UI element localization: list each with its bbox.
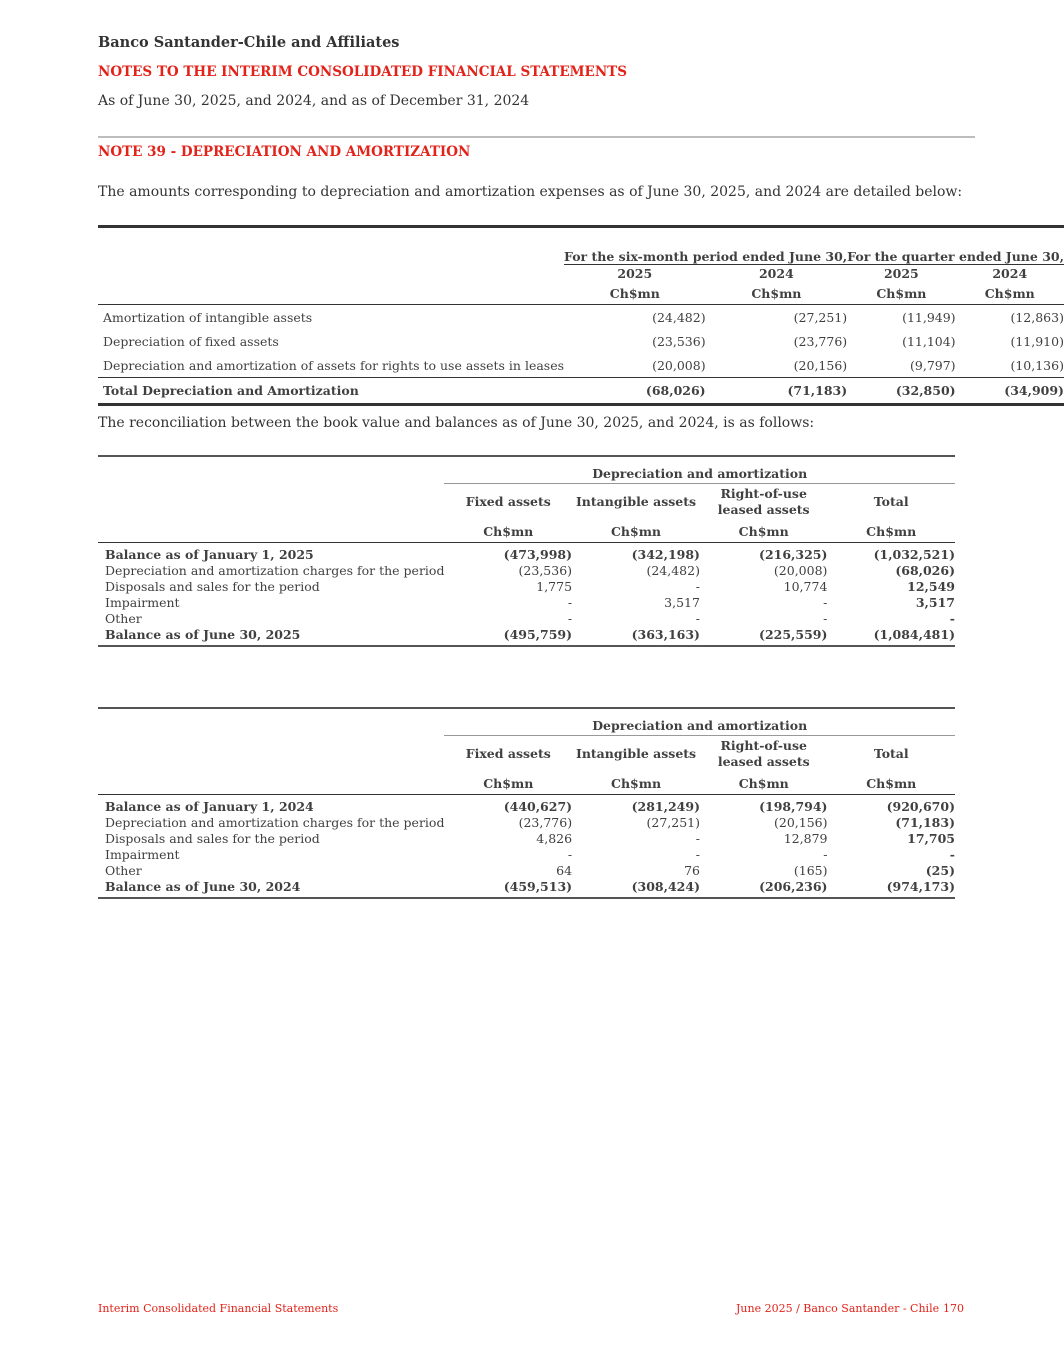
reconciliation-intro: The reconciliation between the book value and balances as of June 30, 2025, and 2024, is as follows: — [98, 415, 815, 431]
cell-value: (216,325) — [759, 547, 828, 562]
cell-value: (20,008) — [773, 563, 828, 578]
cell-value: (20,008) — [652, 357, 706, 373]
footer-left: Interim Consolidated Financial Statements — [98, 1302, 339, 1315]
total-label: Total Depreciation and Amortization — [98, 378, 564, 405]
cell-value: 76 — [684, 863, 700, 878]
date-line: As of June 30, 2025, and 2024, and as of December 31, 2024 — [98, 93, 530, 109]
column-header: Fixed assets — [465, 494, 551, 509]
unit-header: Ch$mn — [572, 520, 700, 543]
cell-value: 10,774 — [783, 579, 828, 594]
cell-value: (495,759) — [444, 627, 572, 646]
cell-value: (23,536) — [518, 563, 573, 578]
cell-value: - — [695, 831, 700, 846]
unit-header: Ch$mn — [956, 282, 1064, 305]
note-intro: The amounts corresponding to depreciation and amortization expenses as of June 30, 2025, and 2024 are detailed below: — [98, 184, 963, 200]
row-label: Impairment — [105, 595, 180, 610]
total-value: (34,909) — [956, 378, 1064, 405]
cell-value: (440,627) — [503, 799, 573, 814]
row-label: Balance as of June 30, 2024 — [98, 879, 444, 898]
cell-value: - — [567, 847, 573, 862]
cell-value: (20,156) — [793, 357, 848, 373]
row-label: Balance as of January 1, 2025 — [105, 547, 314, 562]
row-label: Depreciation of fixed assets — [103, 333, 279, 349]
cell-value: (9,797) — [910, 357, 956, 373]
group-header: Depreciation and amortization — [444, 456, 955, 484]
reconciliation-table-2024 — [98, 707, 955, 899]
cell-value: - — [823, 611, 828, 626]
row-label: Depreciation and amortization charges for the period — [105, 815, 445, 830]
cell-value: - — [823, 595, 828, 610]
total-row — [98, 378, 1064, 405]
cell-value: (27,251) — [646, 815, 700, 830]
row-label: Balance as of June 30, 2025 — [98, 627, 444, 646]
table-row — [98, 815, 955, 831]
cell-value: - — [823, 847, 828, 862]
cell-value: (20,156) — [773, 815, 828, 830]
unit-header: Ch$mn — [700, 772, 827, 795]
table-row — [98, 627, 955, 646]
table-row — [98, 579, 955, 595]
cell-value: (11,910) — [1010, 333, 1064, 349]
table-row — [98, 543, 955, 564]
footer-right: June 2025 / Banco Santander - Chile — [736, 1302, 940, 1315]
row-label: Depreciation and amortization charges for the period — [105, 563, 445, 578]
cell-value: (1,032,521) — [873, 547, 955, 562]
row-label: Disposals and sales for the period — [105, 831, 320, 846]
cell-value: (23,776) — [793, 333, 848, 349]
cell-value: - — [695, 611, 700, 626]
cell-value: (198,794) — [759, 799, 828, 814]
note-title: NOTE 39 - DEPRECIATION AND AMORTIZATION — [98, 144, 471, 160]
company-name: Banco Santander-Chile and Affiliates — [98, 34, 400, 51]
cell-value: (10,136) — [1010, 357, 1064, 373]
cell-value: (12,863) — [1010, 309, 1064, 325]
unit-header: Ch$mn — [847, 282, 955, 305]
unit-header: Ch$mn — [827, 772, 955, 795]
cell-value: (363,163) — [572, 627, 700, 646]
cell-value: 3,517 — [915, 595, 955, 610]
row-label: Balance as of January 1, 2024 — [105, 799, 314, 814]
cell-value: 12,879 — [783, 831, 828, 846]
unit-header: Ch$mn — [444, 772, 572, 795]
row-label: Impairment — [105, 847, 180, 862]
table-row — [98, 611, 955, 627]
row-label: Depreciation and amortization of assets for rights to use assets in leases — [103, 357, 565, 373]
cell-value: - — [567, 611, 573, 626]
table-row — [98, 847, 955, 863]
cell-value: (165) — [793, 863, 828, 878]
cell-value: 3,517 — [664, 595, 700, 610]
cell-value: - — [949, 611, 955, 626]
six-month-group-header: For the six-month period ended June 30, — [564, 227, 847, 265]
cell-value: (974,173) — [827, 879, 955, 898]
table-row — [98, 305, 1064, 330]
cell-value: 64 — [556, 863, 573, 878]
unit-header: Ch$mn — [706, 282, 848, 305]
table-row — [98, 563, 955, 579]
row-label: Disposals and sales for the period — [105, 579, 320, 594]
total-value: (68,026) — [564, 378, 706, 405]
cell-value: 1,775 — [536, 579, 573, 594]
cell-value: - — [695, 579, 700, 594]
unit-header: Ch$mn — [564, 282, 706, 305]
row-label: Other — [105, 611, 142, 626]
cell-value: - — [567, 595, 573, 610]
cell-value: (225,559) — [700, 627, 827, 646]
unit-header: Ch$mn — [572, 772, 700, 795]
total-value: (71,183) — [706, 378, 848, 405]
year-header: 2024 — [758, 266, 794, 281]
table-row — [98, 353, 1064, 378]
group-header: Depreciation and amortization — [444, 708, 955, 736]
table-row — [98, 329, 1064, 353]
cell-value: (27,251) — [793, 309, 848, 325]
table-row — [98, 879, 955, 898]
column-header: Fixed assets — [465, 746, 551, 761]
table-row — [98, 795, 955, 816]
cell-value: 12,549 — [907, 579, 955, 594]
cell-value: 4,826 — [536, 831, 573, 846]
row-label: Other — [105, 863, 142, 878]
quarter-group-header: For the quarter ended June 30, — [847, 227, 1064, 265]
cell-value: (23,776) — [518, 815, 573, 830]
year-header: 2025 — [617, 266, 653, 281]
cell-value: (1,084,481) — [827, 627, 955, 646]
cell-value: 17,705 — [907, 831, 955, 846]
year-header: 2025 — [883, 266, 919, 281]
unit-header: Ch$mn — [444, 520, 572, 543]
header-divider — [98, 136, 975, 138]
column-header: Total — [873, 746, 909, 761]
notes-title: NOTES TO THE INTERIM CONSOLIDATED FINANCIAL STATEMENTS — [98, 64, 627, 80]
unit-header: Ch$mn — [827, 520, 955, 543]
cell-value: (281,249) — [631, 799, 700, 814]
table-row — [98, 595, 955, 611]
cell-value: (24,482) — [652, 309, 706, 325]
depreciation-expense-table — [98, 225, 1064, 406]
year-header: 2024 — [992, 266, 1028, 281]
cell-value: (25) — [925, 863, 955, 878]
cell-value: (11,949) — [902, 309, 956, 325]
cell-value: - — [695, 847, 700, 862]
cell-value: (308,424) — [572, 879, 700, 898]
unit-header: Ch$mn — [700, 520, 827, 543]
cell-value: (23,536) — [652, 333, 706, 349]
column-header: Right-of-use leased assets — [717, 486, 810, 517]
table-row — [98, 863, 955, 879]
column-header: Total — [873, 494, 909, 509]
cell-value: (473,998) — [503, 547, 573, 562]
cell-value: (24,482) — [646, 563, 700, 578]
row-label: Amortization of intangible assets — [103, 309, 313, 325]
cell-value: (11,104) — [902, 333, 956, 349]
cell-value: (342,198) — [631, 547, 700, 562]
column-header: Intangible assets — [575, 746, 697, 761]
column-header: Intangible assets — [575, 494, 697, 509]
total-value: (32,850) — [847, 378, 955, 405]
column-header: Right-of-use leased assets — [717, 738, 810, 769]
cell-value: (71,183) — [895, 815, 955, 830]
reconciliation-table-2025 — [98, 455, 955, 647]
cell-value: (920,670) — [886, 799, 955, 814]
page-number: 170 — [943, 1302, 964, 1315]
cell-value: (459,513) — [444, 879, 572, 898]
cell-value: (206,236) — [700, 879, 827, 898]
cell-value: - — [949, 847, 955, 862]
cell-value: (68,026) — [895, 563, 955, 578]
table-row — [98, 831, 955, 847]
